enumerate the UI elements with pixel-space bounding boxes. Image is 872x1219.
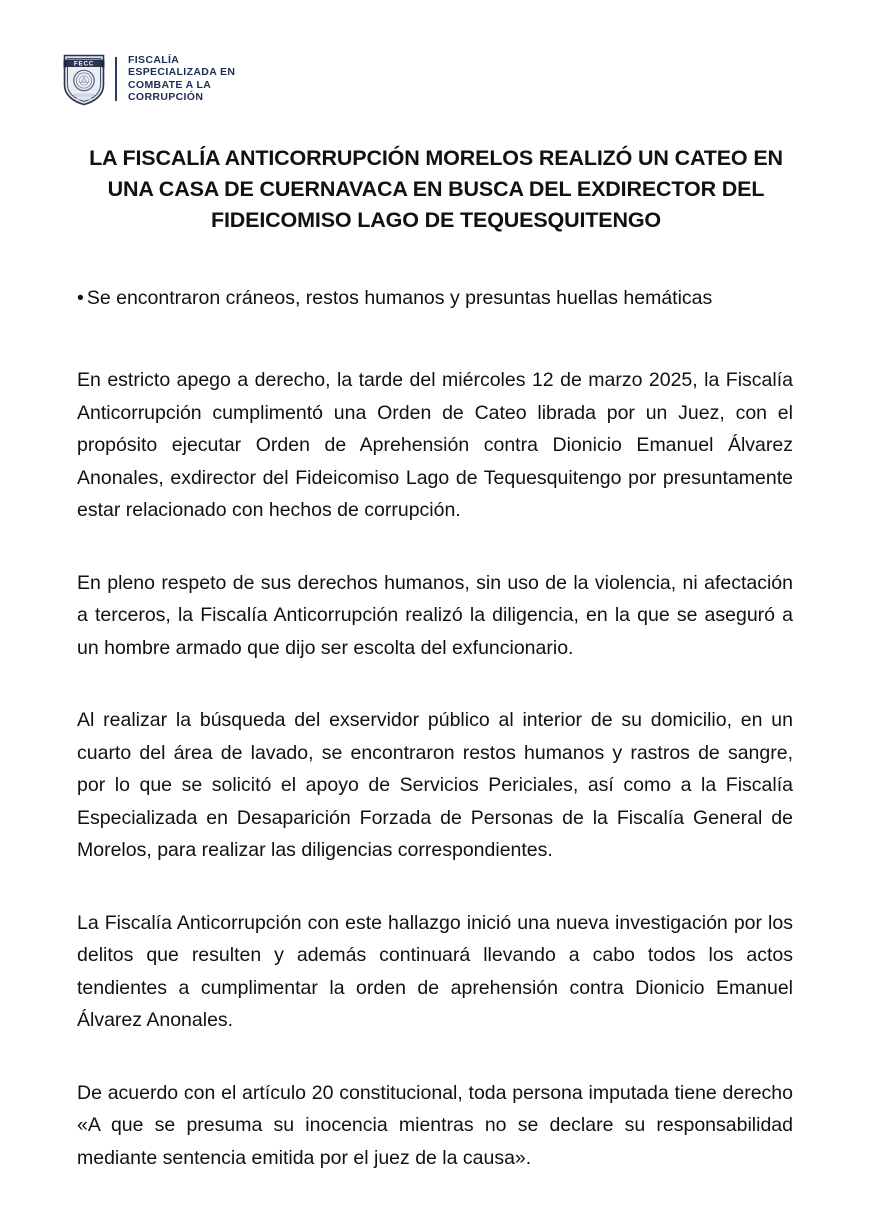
paragraph-1: En estricto apego a derecho, la tarde del miércoles 12 de marzo 2025, la Fiscalía Anticorrupción cumplimentó una Orden de Cateo librada por un Juez, con el propósito ejecutar Orden de Aprehensión contra Dionicio Emanuel Álvarez Anonales, exdirector del Fideicomiso Lago de Tequesquitengo por presuntamente estar relacionado con hechos de corrupción. [77, 369, 793, 521]
letterhead-wordmark [126, 55, 235, 104]
kicker-text: Se encontraron cráneos, restos humanos y presuntas huellas hemáticas [86, 287, 713, 309]
letterhead-line-4: CORRUPCIÓN [128, 91, 204, 103]
letterhead-line-1: FISCALÍA [128, 53, 180, 66]
paragraph-2: En pleno respeto de sus derechos humanos, sin uso de la violencia, ni afectación a terceros, la Fiscalía Anticorrupción realizó la diligencia, en la que se aseguró a un hombre armado que dijo ser escolta del exfuncionario. [77, 571, 793, 659]
paragraph-4: La Fiscalía Anticorrupción con este hallazgo inició una nueva investigación por los delitos que resulten y además continuará llevando a cabo todos los actos tendientes a cumplimentar la orden de aprehensión contra Dionicio Emanuel Álvarez Anonales. [77, 911, 793, 1031]
letterhead [62, 52, 235, 106]
letterhead-divider [115, 57, 117, 101]
paragraph-3: Al realizar la búsqueda del exservidor público al interior de su domicilio, en un cuarto del área de lavado, se encontraron restos humanos y rastros de sangre, por lo que se solicitó el apoyo de Servicios Periciales, así como a la Fiscalía Especializada en Desaparición Forzada de Personas de la Fiscalía General de Morelos, para realizar las diligencias correspondientes. [77, 709, 793, 861]
svg-text:FECC: FECC [73, 60, 95, 68]
letterhead-line-3: COMBATE A LA [128, 78, 212, 91]
shield-badge-icon [62, 52, 106, 106]
article-body [77, 284, 793, 1174]
kicker-bullet-line [77, 284, 793, 312]
paragraph-5: De acuerdo con el artículo 20 constitucional, toda persona imputada tiene derecho «A que se presuma su inocencia mientras no se declare su responsabilidad mediante sentencia emitida por el juez de la causa». [77, 1081, 793, 1169]
page-title: LA FISCALÍA ANTICORRUPCIÓN MORELOS REALIZÓ UN CATEO EN UNA CASA DE CUERNAVACA EN BUSCA DEL EXDIRECTOR DEL FIDEICOMISO LAGO DE TEQUESQUITENGO [89, 146, 783, 232]
letterhead-line-2: ESPECIALIZADA EN [128, 66, 236, 78]
bullet-icon: • [77, 287, 84, 309]
